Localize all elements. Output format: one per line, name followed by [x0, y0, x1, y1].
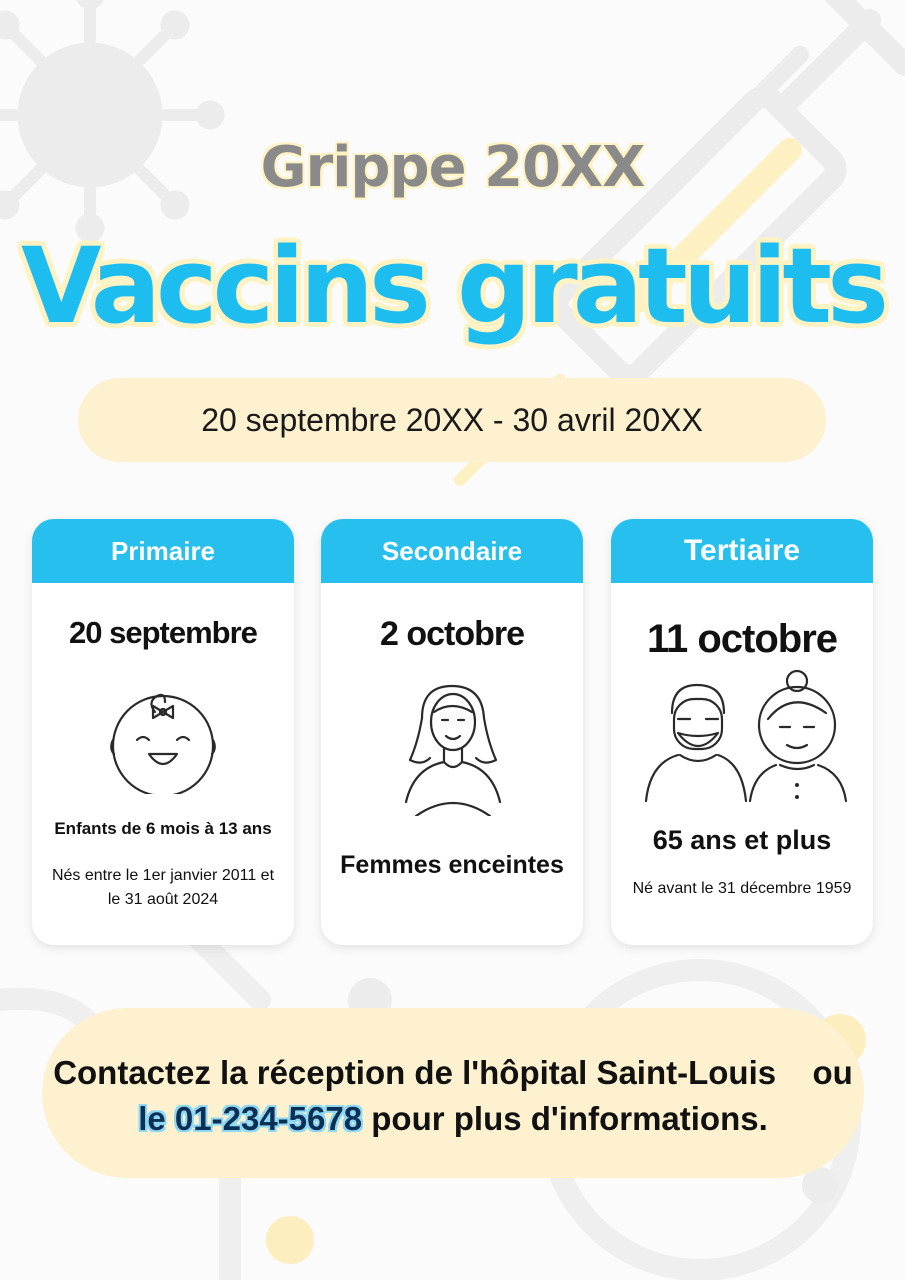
card-date: 11 octobre — [646, 617, 838, 661]
campaign-period: 20 septembre 20XX - 30 avril 20XX — [78, 378, 826, 462]
card-note-line2: le 31 août 2024 — [107, 891, 219, 908]
contact-text: Contactez la réception de l'hôpital Saint-Louis — [53, 1054, 777, 1091]
baby-face-icon — [107, 682, 219, 794]
card-group: Femmes enceintes — [340, 851, 564, 879]
contact-banner — [42, 1008, 864, 1178]
card-tertiaire — [611, 519, 873, 945]
elderly-couple-icon — [642, 669, 852, 807]
contact-or: ou — [812, 1054, 853, 1091]
card-secondaire — [321, 519, 583, 945]
card-header: Primaire — [32, 519, 294, 583]
contact-line-2 — [42, 1100, 864, 1138]
card-note: Né avant le 31 décembre 1959 — [632, 880, 852, 897]
contact-text-end: pour plus d'informations. — [371, 1100, 768, 1137]
card-note-line1: Nés entre le 1er janvier 2011 et — [51, 867, 275, 884]
card-group: Enfants de 6 mois à 13 ans — [54, 819, 272, 838]
card-date: 2 octobre — [379, 615, 525, 653]
subtitle: Grippe 20XX — [260, 135, 645, 200]
card-primaire — [32, 519, 294, 945]
card-group: 65 ans et plus — [652, 825, 832, 855]
pregnant-woman-icon — [402, 682, 504, 816]
phone-number[interactable]: le 01-234-5678 — [138, 1100, 363, 1137]
card-header: Tertiaire — [611, 519, 873, 583]
page-title: Vaccins gratuits — [20, 225, 884, 347]
card-date: 20 septembre — [69, 615, 257, 650]
contact-line-1 — [42, 1054, 864, 1092]
card-header: Secondaire — [321, 519, 583, 583]
